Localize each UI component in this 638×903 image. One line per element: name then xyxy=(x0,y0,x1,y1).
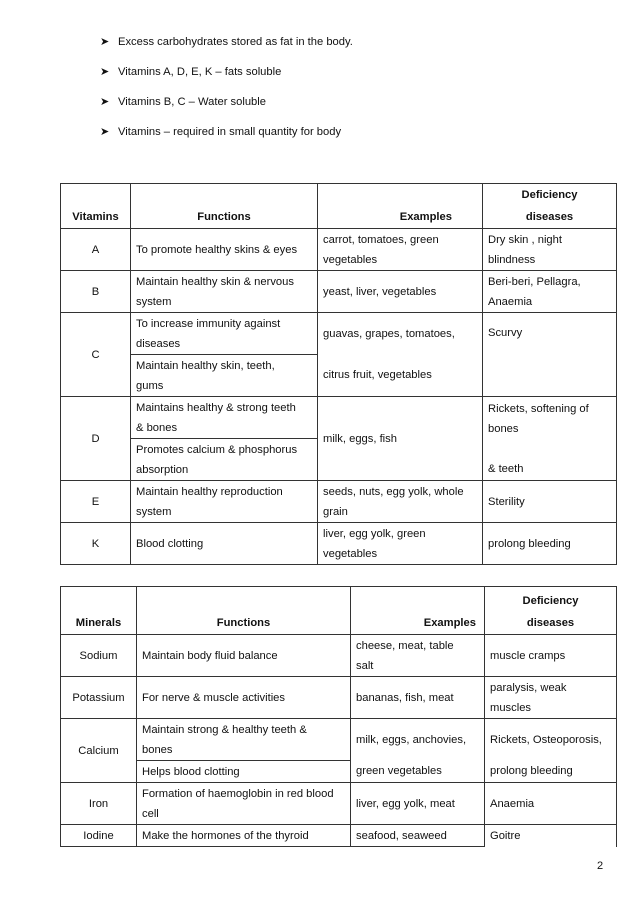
mineral-examples: milk, eggs, anchovies, xyxy=(351,719,485,761)
table-row xyxy=(61,229,617,271)
vitamin-name: E xyxy=(61,481,131,523)
vitamin-function: Blood clotting xyxy=(131,523,318,565)
header-deficiency-line2: diseases xyxy=(525,211,574,223)
mineral-deficiency: Rickets, Osteoporosis, xyxy=(485,719,617,761)
vitamin-deficiency: Scurvy xyxy=(483,313,617,397)
mineral-deficiency: Goitre xyxy=(485,825,617,847)
header-minerals: Minerals xyxy=(61,587,137,635)
vitamin-examples: seeds, nuts, egg yolk, whole grain xyxy=(318,481,483,523)
table-row xyxy=(61,761,617,783)
minerals-table xyxy=(60,586,617,847)
mineral-examples: bananas, fish, meat xyxy=(351,677,485,719)
vitamin-examples: milk, eggs, fish xyxy=(318,397,483,481)
header-examples: Examples xyxy=(318,184,483,229)
arrow-bullet-icon: ➤ xyxy=(100,126,110,138)
bullet-item xyxy=(100,34,353,64)
table-row xyxy=(61,783,617,825)
table-row xyxy=(61,677,617,719)
vitamin-examples: carrot, tomatoes, green vegetables xyxy=(318,229,483,271)
bullet-item xyxy=(100,94,353,124)
mineral-name: Calcium xyxy=(61,719,137,783)
bullet-text: Vitamins B, C – Water soluble xyxy=(118,96,266,108)
vitamin-examples: yeast, liver, vegetables xyxy=(318,271,483,313)
vitamin-deficiency: Dry skin , night blindness xyxy=(483,229,617,271)
table-row xyxy=(61,271,617,313)
vitamin-examples: guavas, grapes, tomatoes, xyxy=(318,313,483,355)
mineral-name: Potassium xyxy=(61,677,137,719)
vitamin-function: Maintain healthy reproduction system xyxy=(131,481,318,523)
table-row xyxy=(61,825,617,847)
bullet-item xyxy=(100,64,353,94)
vitamin-name: A xyxy=(61,229,131,271)
vitamin-function: Maintain healthy skin & nervous system xyxy=(131,271,318,313)
table-header-row xyxy=(61,587,617,635)
vitamin-name: K xyxy=(61,523,131,565)
vitamin-function: Promotes calcium & phosphorus absorption xyxy=(131,439,318,481)
bullet-text: Vitamins – required in small quantity for body xyxy=(118,126,342,138)
header-deficiency-line2: diseases xyxy=(526,617,575,629)
table-row xyxy=(61,635,617,677)
table-row xyxy=(61,481,617,523)
vitamin-function: Maintains healthy & strong teeth & bones xyxy=(131,397,318,439)
table-row xyxy=(61,719,617,761)
mineral-name: Sodium xyxy=(61,635,137,677)
header-examples: Examples xyxy=(351,587,485,635)
mineral-function: For nerve & muscle activities xyxy=(137,677,351,719)
mineral-deficiency: Anaemia xyxy=(485,783,617,825)
table-header-row xyxy=(61,184,617,229)
table-row xyxy=(61,313,617,355)
bullet-text: Excess carbohydrates stored as fat in the body. xyxy=(118,36,353,48)
vitamin-function: To promote healthy skins & eyes xyxy=(131,229,318,271)
mineral-function: Maintain strong & healthy teeth & bones xyxy=(137,719,351,761)
vitamin-examples: liver, egg yolk, green vegetables xyxy=(318,523,483,565)
bullet-text: Vitamins A, D, E, K – fats soluble xyxy=(118,66,282,78)
mineral-examples: cheese, meat, table salt xyxy=(351,635,485,677)
vitamin-name: B xyxy=(61,271,131,313)
arrow-bullet-icon: ➤ xyxy=(100,36,110,48)
vitamin-deficiency: Rickets, softening of bones & teeth xyxy=(483,397,617,481)
mineral-deficiency: paralysis, weak muscles xyxy=(485,677,617,719)
vitamin-function: To increase immunity against diseases xyxy=(131,313,318,355)
mineral-function: Helps blood clotting xyxy=(137,761,351,783)
mineral-deficiency: muscle cramps xyxy=(485,635,617,677)
bullet-item xyxy=(100,124,353,154)
mineral-name: Iron xyxy=(61,783,137,825)
vitamin-examples: citrus fruit, vegetables xyxy=(318,355,483,397)
header-deficiency xyxy=(485,587,617,635)
bullet-list xyxy=(100,34,353,154)
arrow-bullet-icon: ➤ xyxy=(100,66,110,78)
header-vitamins: Vitamins xyxy=(61,184,131,229)
mineral-function: Maintain body fluid balance xyxy=(137,635,351,677)
header-deficiency-line1: Deficiency xyxy=(522,595,579,607)
mineral-examples: green vegetables xyxy=(351,761,485,783)
vitamin-deficiency: Sterility xyxy=(483,481,617,523)
header-deficiency-line1: Deficiency xyxy=(521,189,578,201)
table-row xyxy=(61,397,617,439)
mineral-examples: liver, egg yolk, meat xyxy=(351,783,485,825)
table-row xyxy=(61,523,617,565)
vitamin-name: D xyxy=(61,397,131,481)
vitamin-deficiency: prolong bleeding xyxy=(483,523,617,565)
header-deficiency xyxy=(483,184,617,229)
mineral-deficiency: prolong bleeding xyxy=(485,761,617,783)
vitamin-deficiency: Beri-beri, Pellagra, Anaemia xyxy=(483,271,617,313)
mineral-name: Iodine xyxy=(61,825,137,847)
mineral-function: Formation of haemoglobin in red blood cell xyxy=(137,783,351,825)
page-number: 2 xyxy=(597,860,604,872)
header-functions: Functions xyxy=(131,184,318,229)
header-functions: Functions xyxy=(137,587,351,635)
vitamin-function: Maintain healthy skin, teeth, gums xyxy=(131,355,318,397)
vitamins-table xyxy=(60,183,617,565)
mineral-examples: seafood, seaweed xyxy=(351,825,485,847)
arrow-bullet-icon: ➤ xyxy=(100,96,110,108)
vitamin-name: C xyxy=(61,313,131,397)
mineral-function: Make the hormones of the thyroid xyxy=(137,825,351,847)
